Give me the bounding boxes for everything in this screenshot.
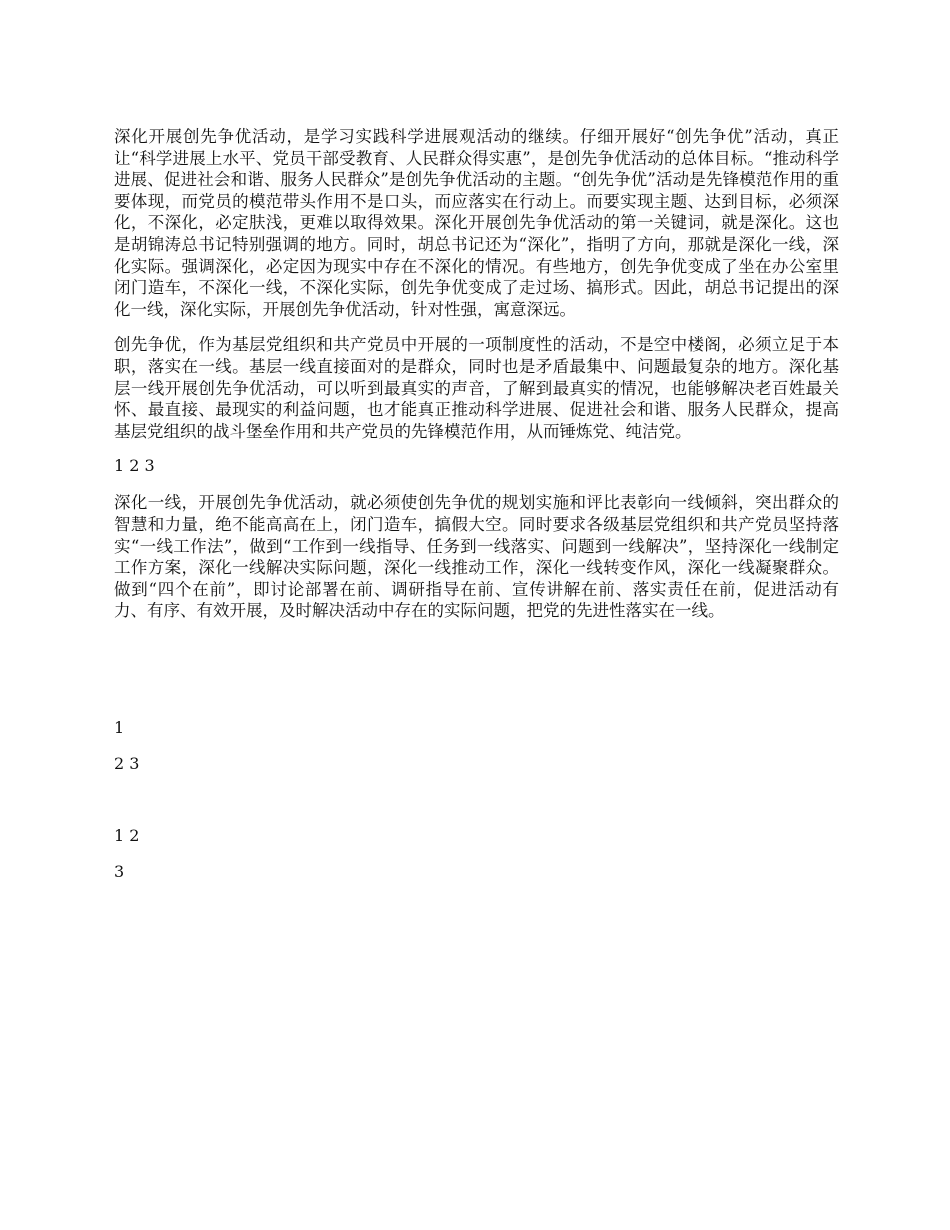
number-line-1: 1 2 3 [114, 456, 155, 476]
number-line-5: 3 [114, 861, 125, 881]
number-line-3: 2 3 [114, 753, 140, 773]
number-line-2: 1 [114, 717, 125, 737]
spacer [114, 846, 839, 862]
paragraph-1: 深化开展创先争优活动，是学习实践科学进展观活动的继续。仔细开展好“创先争优”活动，真正让“科学进展上水平、党员干部受教育、人民群众得实惠”，是创先争优活动的总体目标。“推动科学进展、促进社会和谐、服务人民群众”是创先争优活动的主题。“创先争优”活动是先锋模范作用的重要体现，而党员的模范带头作用不是口头，而应落实在行动上。而要实现主题、达到目标，必须深化，不深化，必定肤浅，更难以取得效果。深化开展创先争优活动的第一关键词，就是深化。这也是胡锦涛总书记特别强调的地方。同时，胡总书记还为“深化”，指明了方向，那就是深化一线，深化实际。强调深化，必定因为现实中存在不深化的情况。有些地方，创先争优变成了坐在办公室里闭门造车，不深化一线，不深化实际，创先争优变成了走过场、搞形式。因此，胡总书记提出的深化一线，深化实际，开展创先争优活动，针对性强，寓意深远。 [114, 127, 839, 319]
spacer [114, 476, 839, 492]
paragraph-3: 深化一线，开展创先争优活动，就必须使创先争优的规划实施和评比表彰向一线倾斜，突出群众的智慧和力量，绝不能高高在上，闭门造车，搞假大空。同时要求各级基层党组织和共产党员坚持落实“一线工作法”，做到“工作到一线指导、任务到一线落实、问题到一线解决”，坚持深化一线制定工作方案，深化一线解决实际问题，深化一线推动工作，深化一线转变作风，深化一线凝聚群众。做到“四个在前”，即讨论部署在前、调研指导在前、宣传讲解在前、落实责任在前，促进活动有力、有序、有效开展，及时解决活动中存在的实际问题，把党的先进性落实在一线。 [114, 493, 839, 621]
paragraph-2: 创先争优，作为基层党组织和共产党员中开展的一项制度性的活动，不是空中楼阁，必须立足于本职，落实在一线。基层一线直接面对的是群众，同时也是矛盾最集中、问题最复杂的地方。深化基层一线开展创先争优活动，可以听到最真实的声音，了解到最真实的情况，也能够解决老百姓最关怀、最直接、最现实的利益问题，也才能真正推动科学进展、促进社会和谐、服务人民群众，提高基层党组织的战斗堡垒作用和共产党员的先锋模范作用，从而锤炼党、纯洁党。 [114, 335, 839, 441]
spacer [114, 738, 839, 754]
document-body [114, 126, 839, 882]
spacer [114, 774, 839, 826]
number-line-4: 1 2 [114, 825, 140, 845]
spacer [114, 636, 839, 718]
